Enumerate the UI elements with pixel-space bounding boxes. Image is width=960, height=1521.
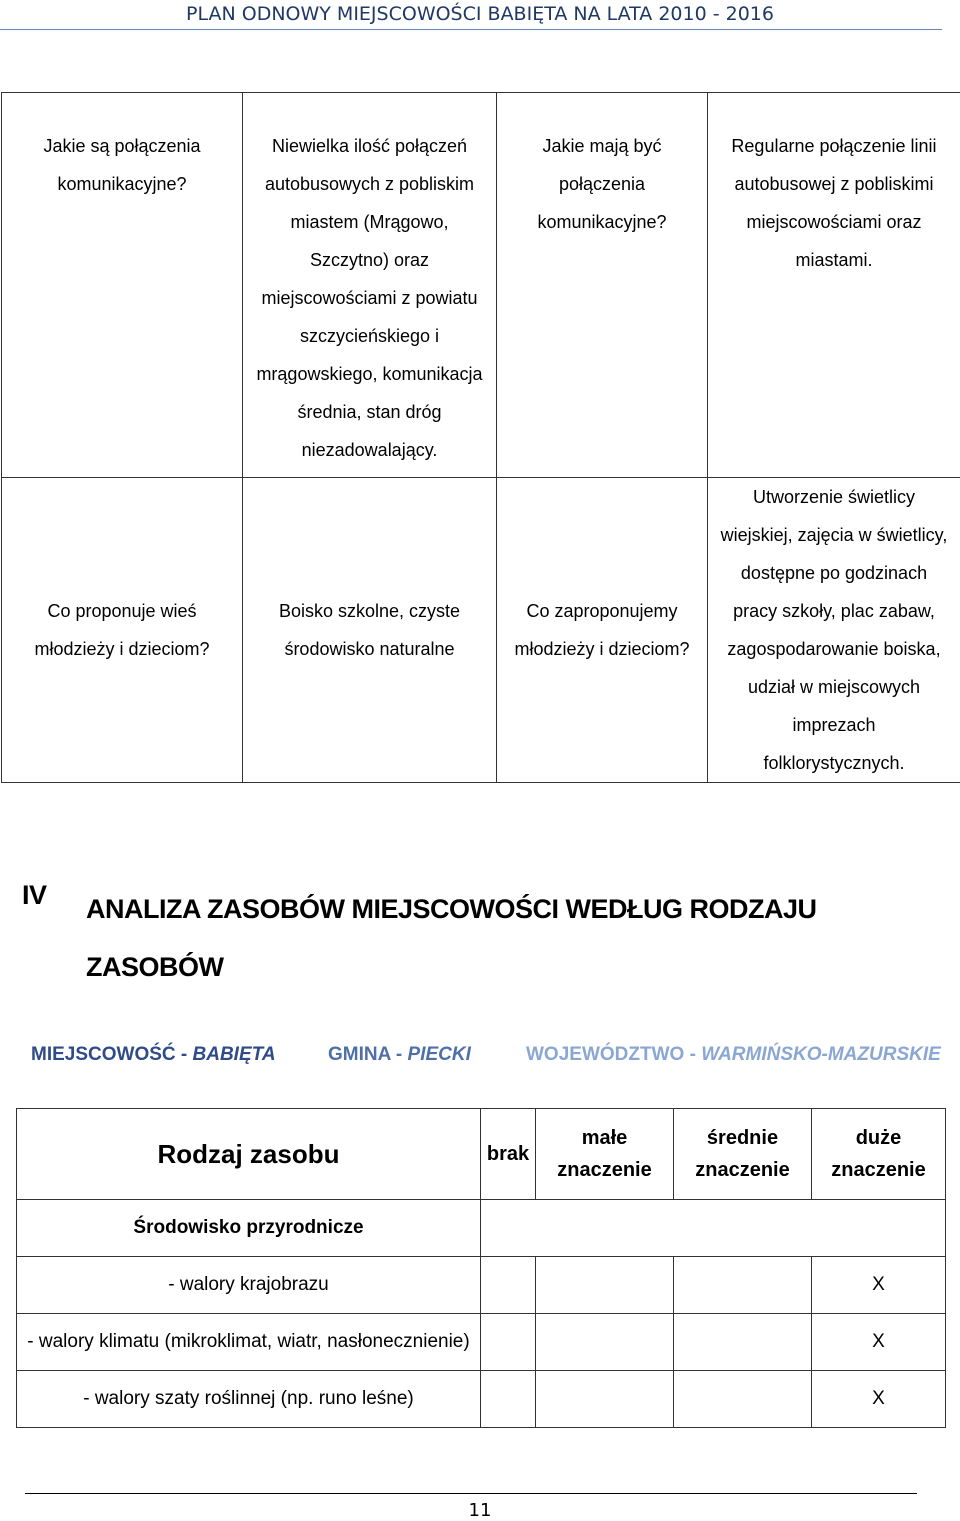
commune-label: GMINA - — [328, 1044, 408, 1065]
cell-srednie — [674, 1314, 812, 1371]
answer-cell: Boisko szkolne, czyste środowisko naturalne — [243, 478, 497, 783]
resources-table — [16, 1108, 946, 1428]
category-empty-cell — [481, 1200, 946, 1257]
category-label: Środowisko przyrodnicze — [17, 1200, 481, 1257]
cell-srednie — [674, 1257, 812, 1314]
village-info — [31, 1044, 276, 1066]
cell-male — [536, 1257, 674, 1314]
column-header-large: duże znaczenie — [812, 1109, 946, 1200]
category-row — [17, 1200, 946, 1257]
commune-value: PIECKI — [407, 1044, 471, 1065]
question-cell: Co zaproponujemy młodzieży i dzieciom? — [497, 478, 708, 783]
footer-rule — [25, 1493, 917, 1494]
cell-male — [536, 1314, 674, 1371]
resource-name: - walory szaty roślinnej (np. runo leśne) — [17, 1371, 481, 1428]
region-value: WARMIŃSKO-MAZURSKIE — [701, 1044, 941, 1065]
answer-cell: Utworzenie świetlicy wiejskiej, zajęcia w świetlicy, dostępne po godzinach pracy szkoły, plac zabaw, zagospodarowanie boiska, udział w miejscowych imprezach folklorystycznych. — [708, 478, 960, 783]
survey-row — [2, 93, 960, 478]
table-row — [17, 1314, 946, 1371]
answer-cell: Regularne połączenie linii autobusowej z pobliskimi miejscowościami oraz miastami. — [708, 93, 960, 478]
survey-row — [2, 478, 960, 783]
location-line — [31, 1044, 951, 1074]
cell-male — [536, 1371, 674, 1428]
region-label: WOJEWÓDZTWO - — [526, 1044, 702, 1065]
page-header: PLAN ODNOWY MIEJSCOWOŚCI BABIĘTA NA LATA 2010 - 2016 — [186, 3, 774, 25]
resource-name: - walory klimatu (mikroklimat, wiatr, nasłonecznienie) — [17, 1314, 481, 1371]
question-cell: Co proponuje wieś młodzieży i dzieciom? — [2, 478, 243, 783]
village-value: BABIĘTA — [192, 1044, 276, 1065]
page-number: 11 — [468, 1500, 492, 1521]
answer-cell: Niewielka ilość połączeń autobusowych z pobliskim miastem (Mrągowo, Szczytno) oraz miejscowościami z powiatu szczycieńskiego i mrągowskiego, komunikacja średnia, stan dróg niezadowalający. — [243, 93, 497, 478]
commune-info — [328, 1044, 471, 1066]
section-title: ANALIZA ZASOBÓW MIEJSCOWOŚCI WEDŁUG RODZAJU ZASOBÓW — [86, 894, 817, 982]
cell-brak — [481, 1314, 536, 1371]
header-rule — [0, 29, 942, 30]
question-cell: Jakie mają być połączenia komunikacyjne? — [497, 93, 708, 478]
region-info — [526, 1044, 941, 1066]
column-header-small: małe znaczenie — [536, 1109, 674, 1200]
village-label: MIEJSCOWOŚĆ - — [31, 1044, 193, 1065]
question-cell: Jakie są połączenia komunikacyjne? — [2, 93, 243, 478]
cell-brak — [481, 1257, 536, 1314]
resource-name: - walory krajobrazu — [17, 1257, 481, 1314]
cell-srednie — [674, 1371, 812, 1428]
column-header-none: brak — [481, 1109, 536, 1200]
survey-table — [1, 92, 960, 783]
section-number: IV — [22, 880, 47, 910]
column-header-medium: średnie znaczenie — [674, 1109, 812, 1200]
table-row — [17, 1371, 946, 1428]
cell-duze: X — [812, 1371, 946, 1428]
cell-brak — [481, 1371, 536, 1428]
table-row — [17, 1257, 946, 1314]
cell-duze: X — [812, 1314, 946, 1371]
table-header-row — [17, 1109, 946, 1200]
column-header-resource: Rodzaj zasobu — [17, 1109, 481, 1200]
cell-duze: X — [812, 1257, 946, 1314]
